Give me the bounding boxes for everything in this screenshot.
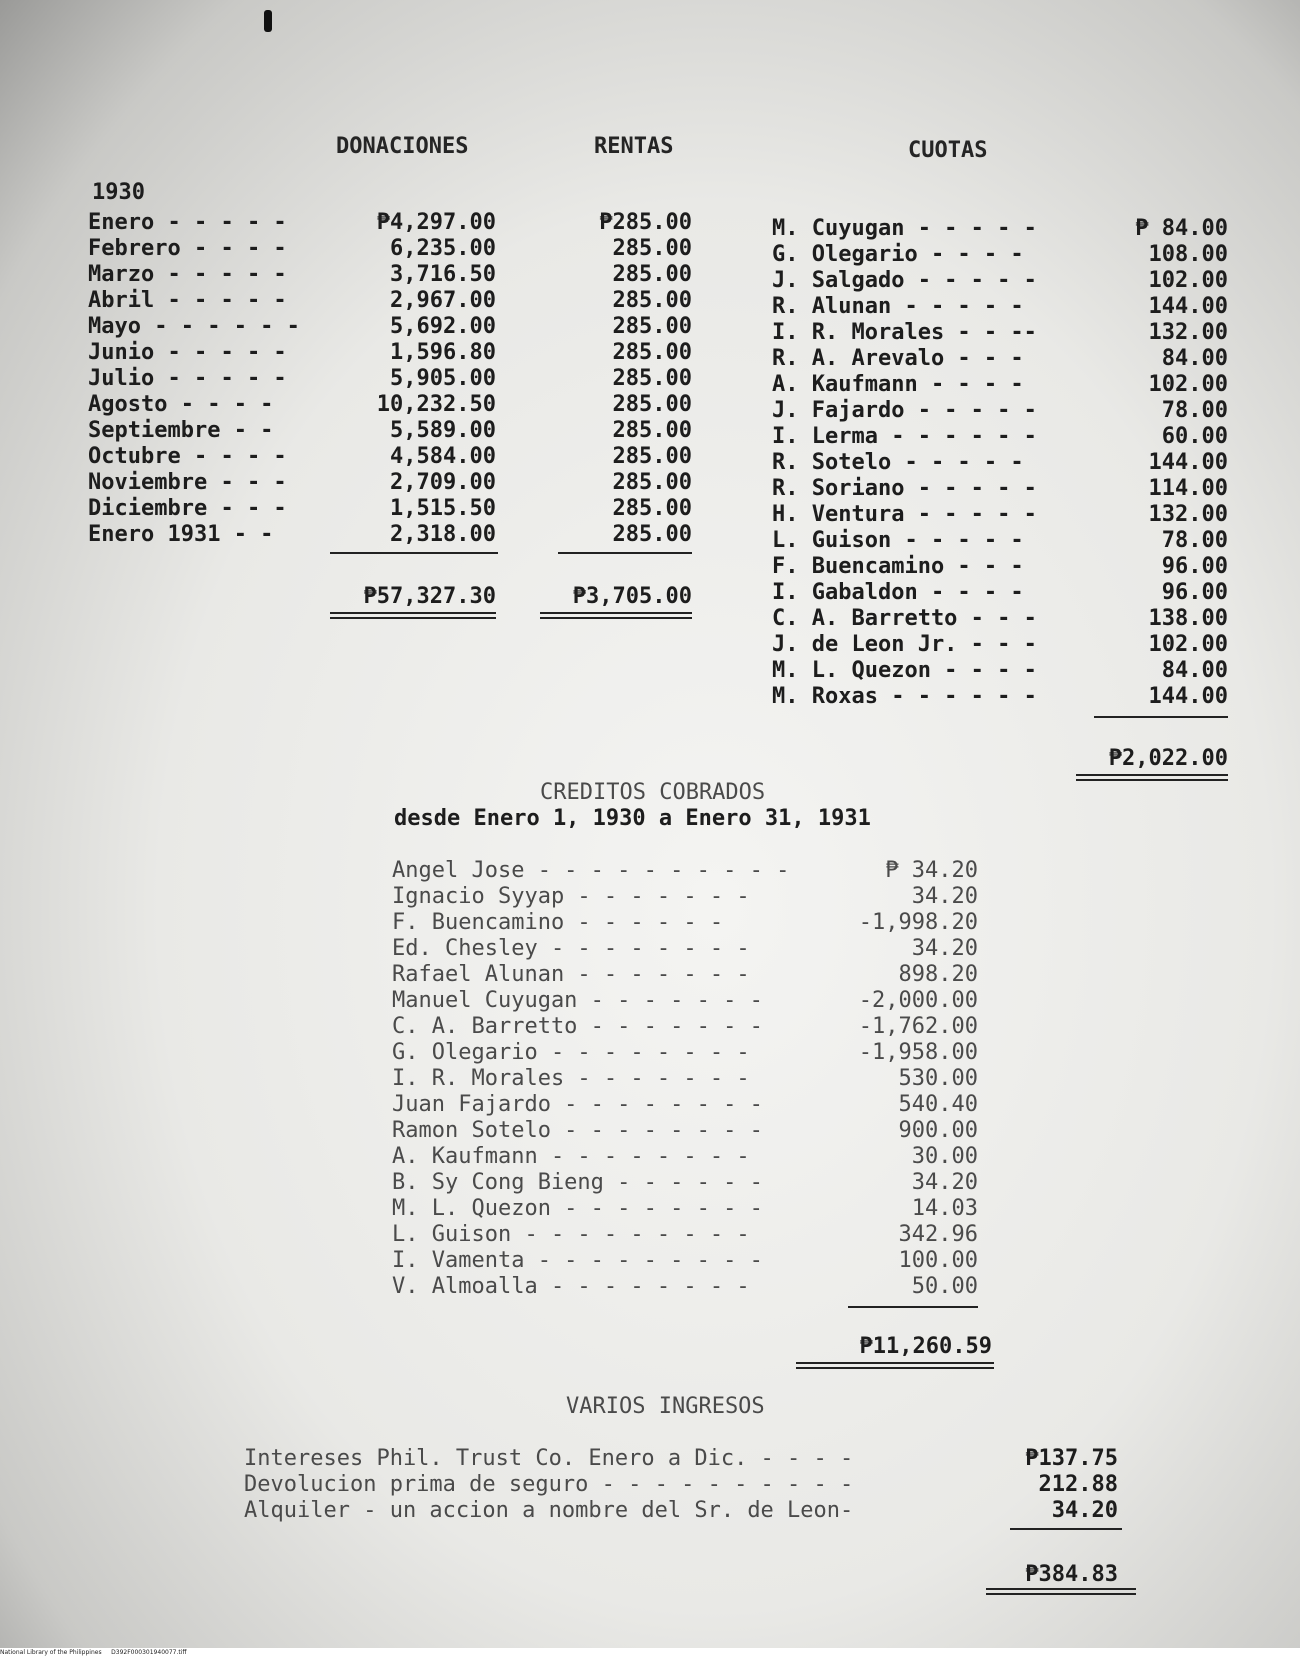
varios-title: VARIOS INGRESOS bbox=[566, 1394, 765, 1419]
donacion-value: 2,967.00 bbox=[390, 288, 496, 313]
header-cuotas: CUOTAS bbox=[908, 138, 988, 163]
total-cuotas: ₱2,022.00 bbox=[1108, 746, 1228, 771]
creditos-underline bbox=[848, 1306, 978, 1308]
cuota-amount: 78.00 bbox=[1161, 528, 1228, 553]
credito-amount: 898.20 bbox=[898, 962, 978, 987]
total-donaciones: ₱57,327.30 bbox=[363, 584, 496, 609]
credito-amount: 342.96 bbox=[898, 1222, 978, 1247]
credito-name: V. Almoalla - - - - - - - - bbox=[392, 1274, 750, 1299]
donacion-value: 1,515.50 bbox=[390, 496, 496, 521]
donacion-value: 5,692.00 bbox=[390, 314, 496, 339]
renta-value: 285.00 bbox=[612, 340, 692, 365]
cuota-amount: 78.00 bbox=[1161, 398, 1228, 423]
cuota-name: J. Fajardo - - - - - bbox=[772, 398, 1037, 423]
donacion-value: 2,318.00 bbox=[390, 522, 496, 547]
cuota-name: I. R. Morales - - -- bbox=[772, 320, 1037, 345]
cuotas-double-rule bbox=[1076, 774, 1228, 781]
donacion-value: 3,716.50 bbox=[390, 262, 496, 287]
month-label: Agosto - - - - bbox=[88, 392, 274, 417]
creditos-title: CREDITOS COBRADOS bbox=[540, 780, 766, 805]
cuota-amount: 138.00 bbox=[1148, 606, 1228, 631]
cuota-name: H. Ventura - - - - - bbox=[772, 502, 1037, 527]
cuota-amount: 144.00 bbox=[1148, 294, 1228, 319]
cuota-amount: 132.00 bbox=[1148, 502, 1228, 527]
varios-item-name: Devolucion prima de seguro - - - - - - - - - - bbox=[244, 1472, 854, 1497]
renta-value: 285.00 bbox=[612, 262, 692, 287]
credito-amount: 100.00 bbox=[898, 1248, 978, 1273]
month-label: Marzo - - - - - bbox=[88, 262, 287, 287]
cuota-amount: 96.00 bbox=[1161, 580, 1228, 605]
varios-underline bbox=[1010, 1528, 1122, 1530]
cuota-name: C. A. Barretto - - - bbox=[772, 606, 1037, 631]
cuota-amount: 114.00 bbox=[1148, 476, 1228, 501]
renta-value: 285.00 bbox=[612, 470, 692, 495]
credito-amount: 14.03 bbox=[911, 1196, 978, 1221]
renta-value: 285.00 bbox=[612, 496, 692, 521]
cuota-name: L. Guison - - - - - bbox=[772, 528, 1024, 553]
rentas-underline bbox=[558, 552, 692, 554]
renta-value: 285.00 bbox=[612, 392, 692, 417]
renta-value: 285.00 bbox=[612, 314, 692, 339]
header-donaciones: DONACIONES bbox=[336, 134, 469, 159]
donacion-value: 4,584.00 bbox=[390, 444, 496, 469]
cuota-name: I. Lerma - - - - - - bbox=[772, 424, 1037, 449]
credito-amount: 34.20 bbox=[911, 1170, 978, 1195]
cuota-amount: 108.00 bbox=[1148, 242, 1228, 267]
credito-amount: -2,000.00 bbox=[858, 988, 978, 1013]
cuota-amount: 60.00 bbox=[1161, 424, 1228, 449]
creditos-double-rule bbox=[796, 1362, 994, 1369]
total-creditos: ₱11,260.59 bbox=[859, 1334, 992, 1359]
donacion-value: 5,905.00 bbox=[390, 366, 496, 391]
renta-value: 285.00 bbox=[612, 236, 692, 261]
credito-amount: 540.40 bbox=[898, 1092, 978, 1117]
cuota-amount: 102.00 bbox=[1148, 268, 1228, 293]
month-label: Julio - - - - - bbox=[88, 366, 287, 391]
month-label: Octubre - - - - bbox=[88, 444, 287, 469]
total-rentas: ₱3,705.00 bbox=[572, 584, 692, 609]
credito-name: Juan Fajardo - - - - - - - - bbox=[392, 1092, 763, 1117]
credito-name: C. A. Barretto - - - - - - - bbox=[392, 1014, 763, 1039]
cuota-amount: 96.00 bbox=[1161, 554, 1228, 579]
month-label: Febrero - - - - bbox=[88, 236, 287, 261]
cuota-amount: 84.00 bbox=[1161, 346, 1228, 371]
cuota-amount: ₱ 84.00 bbox=[1135, 216, 1228, 241]
donacion-value: 1,596.80 bbox=[390, 340, 496, 365]
credito-amount: 34.20 bbox=[911, 936, 978, 961]
credito-name: M. L. Quezon - - - - - - - - bbox=[392, 1196, 763, 1221]
cuota-name: R. Soriano - - - - - bbox=[772, 476, 1037, 501]
credito-name: Ed. Chesley - - - - - - - - bbox=[392, 936, 750, 961]
credito-name: F. Buencamino - - - - - - bbox=[392, 910, 724, 935]
cuota-amount: 102.00 bbox=[1148, 372, 1228, 397]
renta-value: 285.00 bbox=[612, 522, 692, 547]
year-label: 1930 bbox=[92, 180, 145, 205]
month-label: Junio - - - - - bbox=[88, 340, 287, 365]
renta-value: ₱285.00 bbox=[599, 210, 692, 235]
donacion-value: 6,235.00 bbox=[390, 236, 496, 261]
credito-amount: 900.00 bbox=[898, 1118, 978, 1143]
credito-amount: -1,762.00 bbox=[858, 1014, 978, 1039]
cuota-name: J. Salgado - - - - - bbox=[772, 268, 1037, 293]
cuota-amount: 132.00 bbox=[1148, 320, 1228, 345]
varios-item-name: Intereses Phil. Trust Co. Enero a Dic. - - - - bbox=[244, 1446, 854, 1471]
renta-value: 285.00 bbox=[612, 288, 692, 313]
donacion-value: ₱4,297.00 bbox=[376, 210, 496, 235]
donacion-value: 2,709.00 bbox=[390, 470, 496, 495]
month-label: Enero - - - - - bbox=[88, 210, 287, 235]
varios-item-amount: ₱137.75 bbox=[1025, 1446, 1118, 1471]
footer-file: D392F000301940077.tiff bbox=[111, 1649, 187, 1656]
varios-double-rule bbox=[986, 1588, 1136, 1595]
month-label: Diciembre - - - bbox=[88, 496, 287, 521]
pin-mark bbox=[264, 10, 272, 32]
varios-item-name: Alquiler - un accion a nombre del Sr. de Leon- bbox=[244, 1498, 854, 1523]
footer-library: National Library of the Philippines bbox=[0, 1649, 102, 1656]
cuota-name: J. de Leon Jr. - - - bbox=[772, 632, 1037, 657]
donaciones-underline bbox=[330, 552, 498, 554]
month-label: Noviembre - - - bbox=[88, 470, 287, 495]
credito-name: Angel Jose - - - - - - - - - - bbox=[392, 858, 790, 883]
credito-name: Ramon Sotelo - - - - - - - - bbox=[392, 1118, 763, 1143]
cuota-name: R. A. Arevalo - - - bbox=[772, 346, 1024, 371]
credito-amount: 50.00 bbox=[911, 1274, 978, 1299]
credito-name: Ignacio Syyap - - - - - - - bbox=[392, 884, 750, 909]
cuota-name: M. L. Quezon - - - - bbox=[772, 658, 1037, 683]
cuota-name: M. Roxas - - - - - - bbox=[772, 684, 1037, 709]
month-label: Septiembre - - bbox=[88, 418, 274, 443]
credito-amount: ₱ 34.20 bbox=[885, 858, 978, 883]
month-label: Abril - - - - - bbox=[88, 288, 287, 313]
cuota-amount: 84.00 bbox=[1161, 658, 1228, 683]
donacion-value: 5,589.00 bbox=[390, 418, 496, 443]
cuotas-underline bbox=[1094, 716, 1228, 718]
varios-item-amount: 34.20 bbox=[1051, 1498, 1118, 1523]
credito-name: G. Olegario - - - - - - - - bbox=[392, 1040, 750, 1065]
donaciones-double-rule bbox=[330, 612, 496, 619]
renta-value: 285.00 bbox=[612, 418, 692, 443]
credito-amount: 530.00 bbox=[898, 1066, 978, 1091]
cuota-name: G. Olegario - - - - bbox=[772, 242, 1024, 267]
cuota-name: A. Kaufmann - - - - bbox=[772, 372, 1024, 397]
donacion-value: 10,232.50 bbox=[376, 392, 496, 417]
credito-amount: -1,998.20 bbox=[858, 910, 978, 935]
credito-amount: 34.20 bbox=[911, 884, 978, 909]
cuota-name: R. Alunan - - - - - bbox=[772, 294, 1024, 319]
month-label: Enero 1931 - - bbox=[88, 522, 274, 547]
credito-amount: -1,958.00 bbox=[858, 1040, 978, 1065]
cuota-name: F. Buencamino - - - bbox=[772, 554, 1024, 579]
credito-name: B. Sy Cong Bieng - - - - - - bbox=[392, 1170, 763, 1195]
cuota-amount: 102.00 bbox=[1148, 632, 1228, 657]
credito-name: Rafael Alunan - - - - - - - bbox=[392, 962, 750, 987]
cuota-amount: 144.00 bbox=[1148, 450, 1228, 475]
credito-name: I. Vamenta - - - - - - - - - bbox=[392, 1248, 763, 1273]
renta-value: 285.00 bbox=[612, 366, 692, 391]
cuota-name: R. Sotelo - - - - - bbox=[772, 450, 1024, 475]
creditos-subtitle: desde Enero 1, 1930 a Enero 31, 1931 bbox=[394, 806, 871, 831]
cuota-name: I. Gabaldon - - - - bbox=[772, 580, 1024, 605]
rentas-double-rule bbox=[540, 612, 692, 619]
cuota-name: M. Cuyugan - - - - - bbox=[772, 216, 1037, 241]
month-label: Mayo - - - - - - bbox=[88, 314, 300, 339]
renta-value: 285.00 bbox=[612, 444, 692, 469]
credito-name: I. R. Morales - - - - - - - bbox=[392, 1066, 750, 1091]
scan-footer bbox=[0, 1648, 1300, 1658]
cuota-amount: 144.00 bbox=[1148, 684, 1228, 709]
credito-amount: 30.00 bbox=[911, 1144, 978, 1169]
varios-item-amount: 212.88 bbox=[1038, 1472, 1118, 1497]
credito-name: A. Kaufmann - - - - - - - - bbox=[392, 1144, 750, 1169]
credito-name: L. Guison - - - - - - - - - bbox=[392, 1222, 750, 1247]
credito-name: Manuel Cuyugan - - - - - - - bbox=[392, 988, 763, 1013]
header-rentas: RENTAS bbox=[594, 134, 674, 159]
total-varios: ₱384.83 bbox=[1025, 1562, 1118, 1587]
